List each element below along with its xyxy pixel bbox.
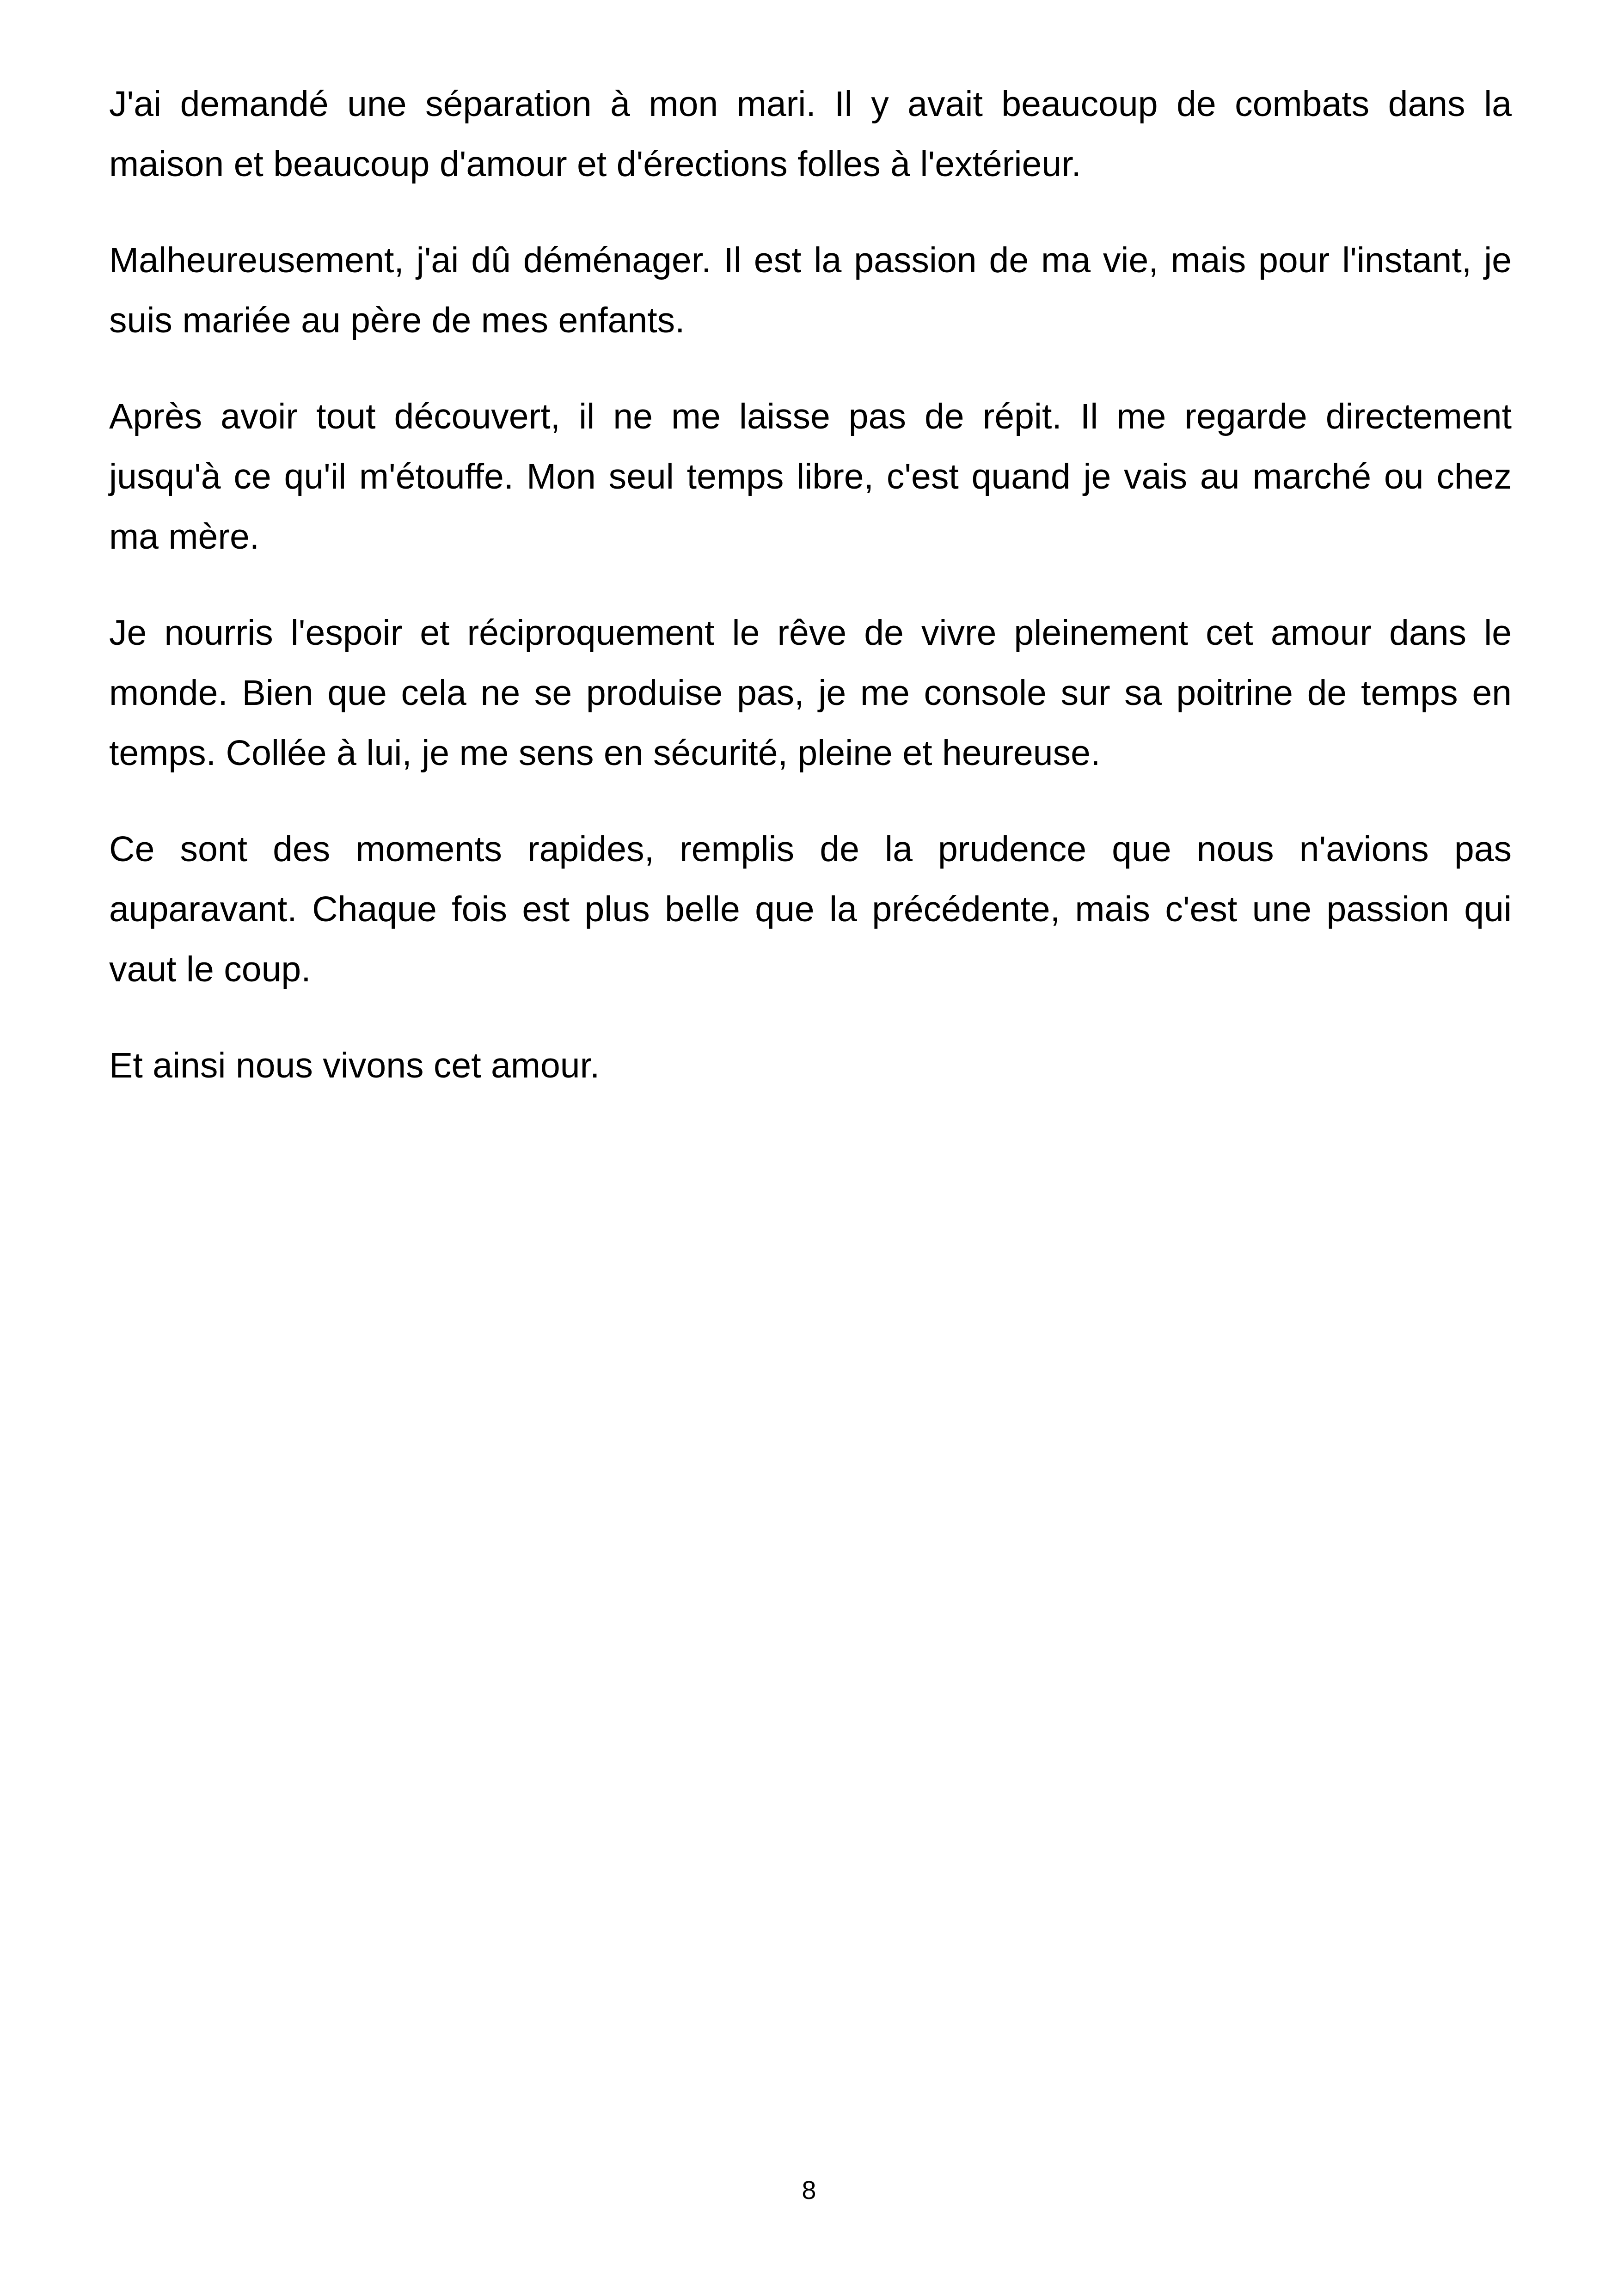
paragraph-5: Ce sont des moments rapides, remplis de la prudence que nous n'avions pas auparavant. Chaque fois est plus belle que la précédente, mais c'est une passion qui vaut le coup.	[109, 829, 1512, 989]
paragraph-6: Et ainsi nous vivons cet amour.	[109, 1046, 600, 1085]
page-number: 8	[802, 2175, 816, 2204]
paragraph-4: Je nourris l'espoir et réciproquement le rêve de vivre pleinement cet amour dans le monde. Bien que cela ne se produise pas, je me console sur sa poitrine de temps en temps. Collée à lui, je me sens en sécurité, pleine et heureuse.	[109, 613, 1512, 773]
paragraph-3: Après avoir tout découvert, il ne me laisse pas de répit. Il me regarde directement jusqu'à ce qu'il m'étouffe. Mon seul temps libre, c'est quand je vais au marché ou chez ma mère.	[109, 397, 1512, 557]
paragraph-2: Malheureusement, j'ai dû déménager. Il est la passion de ma vie, mais pour l'instant, je suis mariée au père de mes enfants.	[109, 240, 1512, 340]
body-text	[109, 74, 1512, 1132]
paragraph-1: J'ai demandé une séparation à mon mari. Il y avait beaucoup de combats dans la maison et beaucoup d'amour et d'érections folles à l'extérieur.	[109, 84, 1512, 184]
